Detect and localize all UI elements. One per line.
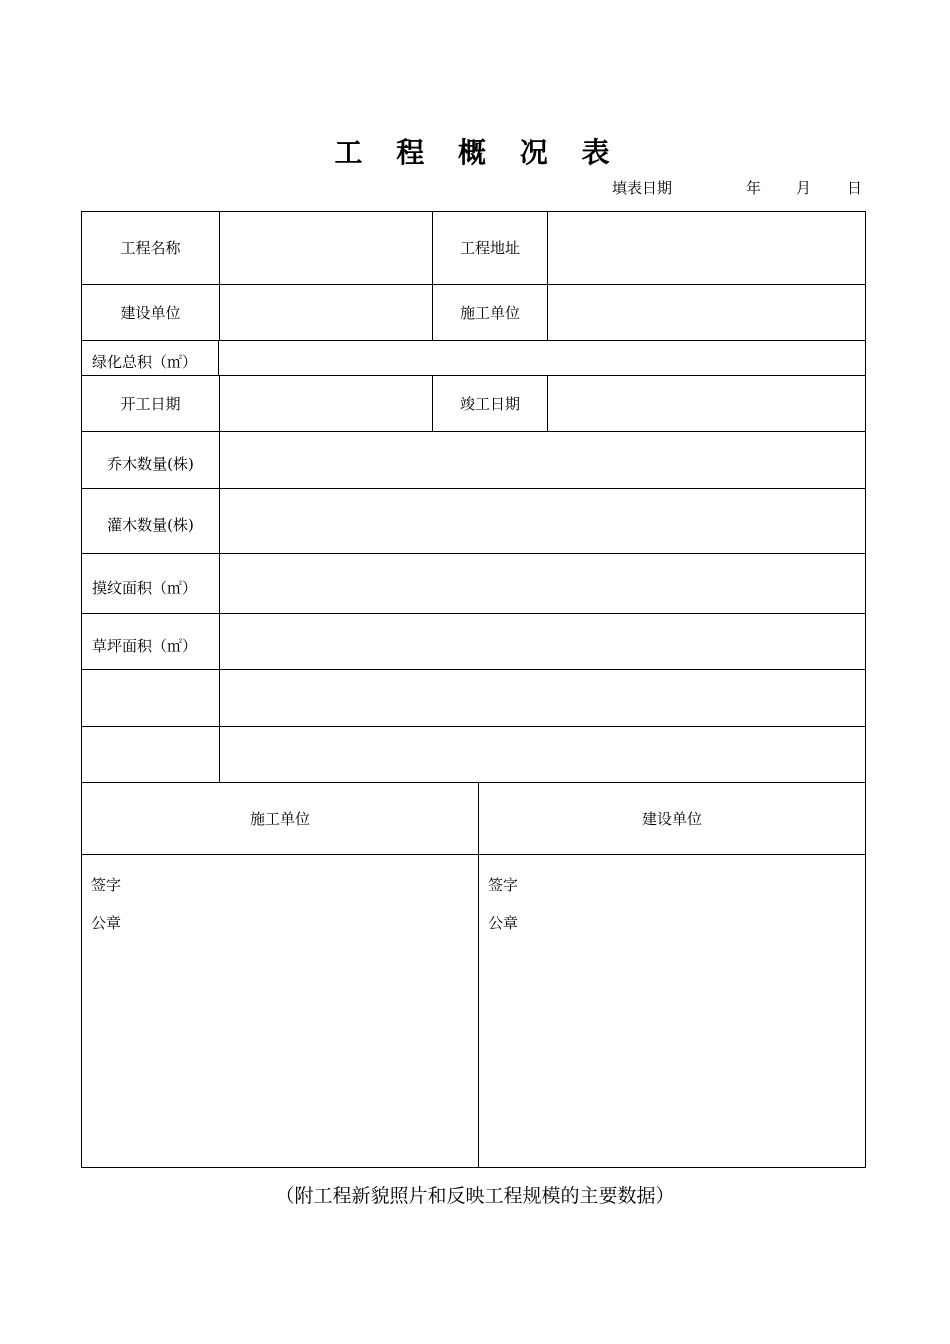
construction-owner-field[interactable]: [220, 285, 432, 340]
completion-date-label: 竣工日期: [459, 394, 520, 413]
attachment-note: （附工程新貌照片和反映工程规模的主要数据）: [275, 1185, 675, 1207]
owner-signature-area[interactable]: [479, 855, 865, 1167]
page-title: 工 程 概 况 表: [334, 136, 622, 169]
extra-row-value-field[interactable]: [220, 670, 865, 726]
project-address-label: 工程地址: [459, 239, 520, 257]
fill-date-year-field[interactable]: [682, 178, 740, 198]
owner-sign-label: 签字: [488, 876, 519, 894]
tree-count-field[interactable]: [220, 432, 865, 488]
fill-date-month-label: 月: [796, 179, 812, 197]
builder-sign-label: 签字: [91, 876, 122, 894]
builder-seal-label: 公章: [91, 914, 122, 932]
builder-signature-area[interactable]: [82, 855, 478, 1167]
owner-seal-label: 公章: [488, 914, 519, 932]
fill-date-month-field[interactable]: [764, 178, 794, 198]
tree-count-label: 乔木数量(株): [107, 455, 194, 473]
construction-owner-label: 建设单位: [120, 303, 181, 322]
fill-date-year-label: 年: [746, 179, 762, 197]
start-date-field[interactable]: [220, 376, 432, 431]
lawn-area-field[interactable]: [220, 614, 865, 669]
lawn-area-label: 草坪面积（㎡）: [92, 636, 198, 655]
project-name-label: 工程名称: [120, 239, 181, 257]
pattern-area-label: 摸纹面积（㎡）: [92, 578, 198, 597]
builder-field[interactable]: [548, 285, 865, 340]
table-border-right: [865, 211, 866, 1168]
extra-row-value-field[interactable]: [220, 727, 865, 782]
shrub-count-field[interactable]: [220, 489, 865, 553]
builder-label: 施工单位: [459, 303, 520, 322]
green-total-area-label: 绿化总积（㎡）: [92, 353, 198, 371]
fill-date-day-field[interactable]: [814, 178, 844, 198]
completion-date-field[interactable]: [548, 376, 865, 431]
project-name-field[interactable]: [220, 212, 432, 284]
shrub-count-label: 灌木数量(株): [107, 516, 194, 534]
builder-signature-header: 施工单位: [249, 809, 310, 828]
table-border-bottom: [81, 1167, 866, 1168]
pattern-area-field[interactable]: [220, 554, 865, 613]
fill-date-label: 填表日期: [612, 179, 673, 197]
extra-row-label-field[interactable]: [82, 727, 219, 782]
green-total-area-field[interactable]: [219, 341, 865, 375]
extra-row-label-field[interactable]: [82, 670, 219, 726]
owner-signature-header: 建设单位: [641, 809, 702, 828]
start-date-label: 开工日期: [120, 394, 181, 413]
fill-date-day-label: 日: [847, 179, 863, 197]
project-address-field[interactable]: [548, 212, 865, 284]
